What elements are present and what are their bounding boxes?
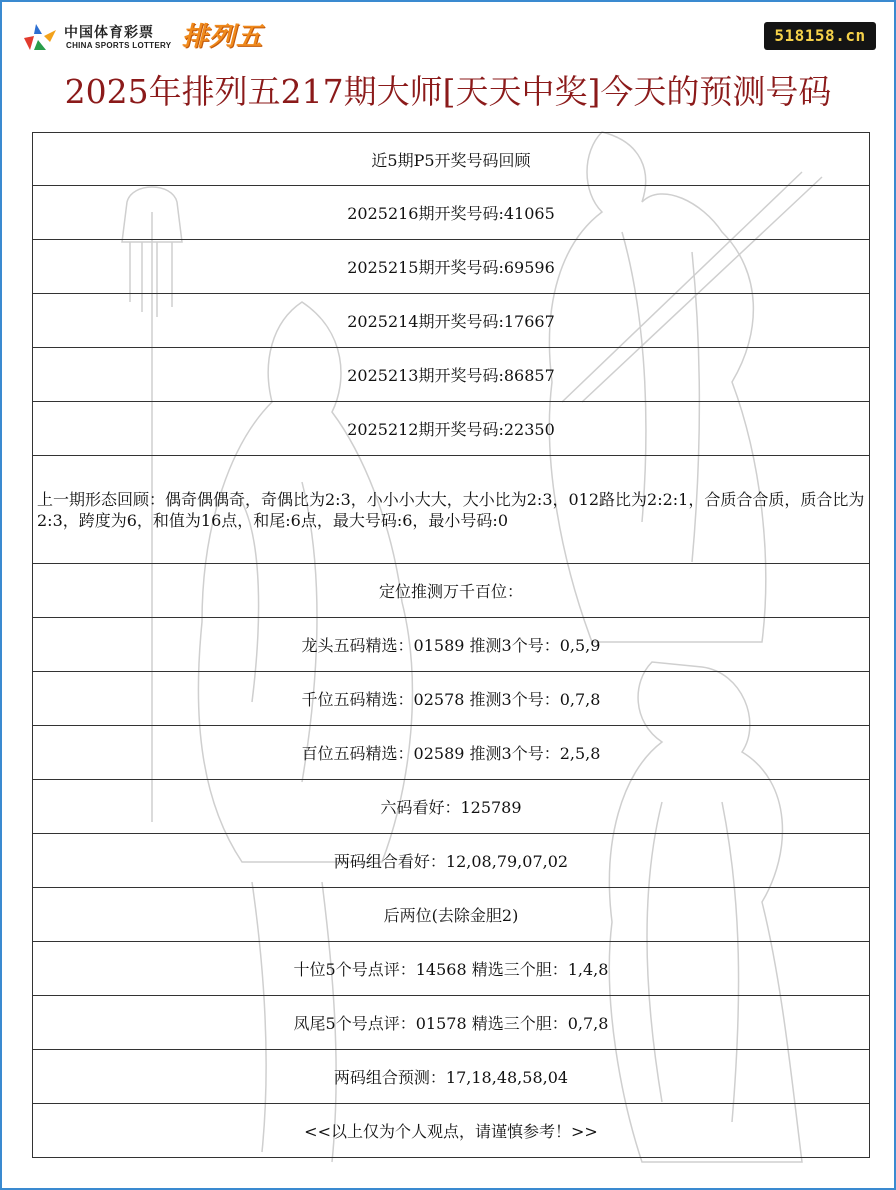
lottery-logo-icon [20,20,60,54]
table-row-shi-pick: 十位5个号点评：14568 精选三个胆：1,4,8 [32,942,870,996]
logo-cn-text: 中国体育彩票 [64,25,154,41]
table-row-wan-pick: 龙头五码精选：01589 推测3个号：0,5,9 [32,618,870,672]
page-title: 2025年排列五217期大师[天天中奖]今天的预测号码 [64,72,832,111]
table-row-header: 近5期P5开奖号码回顾 [32,132,870,186]
table-row-draw-4: 2025213期开奖号码:86857 [32,348,870,402]
header [2,2,894,62]
table-row-last-two-heading: 后两位(去除金胆2) [32,888,870,942]
table-row-bai-pick: 百位五码精选：02589 推测3个号：2,5,8 [32,726,870,780]
table-row-disclaimer: <<以上仅为个人观点，请谨慎参考！>> [32,1104,870,1158]
table-row-pair-combos: 两码组合看好：12,08,79,07,02 [32,834,870,888]
game-logo-text: 排列五 [182,22,264,52]
site-badge[interactable]: 518158.cn [764,22,876,50]
table-row-draw-3: 2025214期开奖号码:17667 [32,294,870,348]
table-row-qian-pick: 千位五码精选：02578 推测3个号：0,7,8 [32,672,870,726]
table-row-draw-1: 2025216期开奖号码:41065 [32,186,870,240]
table-row-six-codes: 六码看好：125789 [32,780,870,834]
table-row-draw-5: 2025212期开奖号码:22350 [32,402,870,456]
table-row-pattern-review: 上一期形态回顾：偶奇偶偶奇，奇偶比为2:3，小小小大大，大小比为2:3，012路比为2:2:1，合质合合质，质合比为2:3，跨度为6，和值为16点，和尾:6点，最大号码:6，最小号码:0 [32,456,870,564]
table-row-draw-2: 2025215期开奖号码:69596 [32,240,870,294]
table-row-ge-pick: 凤尾5个号点评：01578 精选三个胆：0,7,8 [32,996,870,1050]
logo-en-text: CHINA SPORTS LOTTERY [66,41,172,50]
table-row-position-heading: 定位推测万千百位： [32,564,870,618]
table-row-pair-predict: 两码组合预测：17,18,48,58,04 [32,1050,870,1104]
